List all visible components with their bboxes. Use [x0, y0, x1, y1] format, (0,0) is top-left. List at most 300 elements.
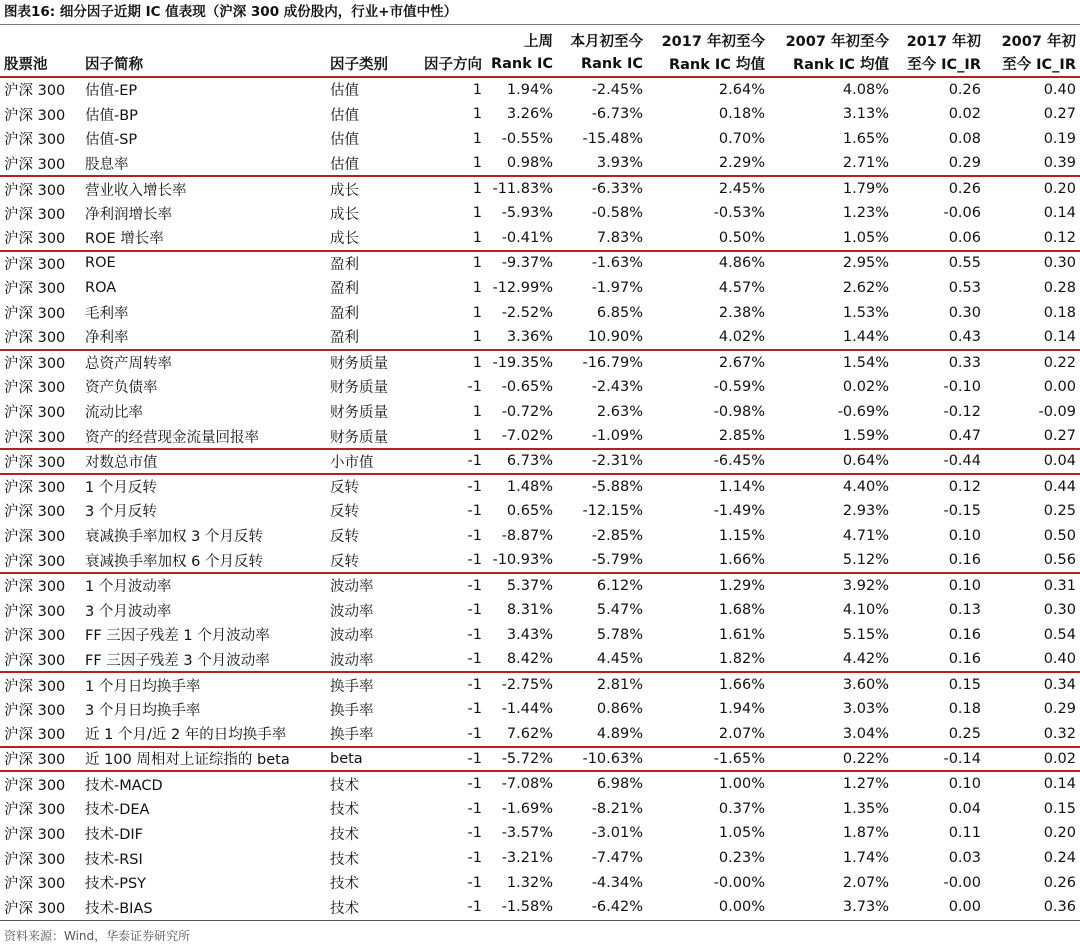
cell-week-rank-ic: -3.21%	[501, 850, 553, 867]
cell-2017-rank-ic-mean: -1.49%	[713, 502, 765, 519]
cell-factor-name: 技术-DIF	[85, 826, 144, 843]
cell-2017-ic-ir: -0.12	[943, 403, 981, 420]
cell-factor-direction: 1	[472, 403, 482, 420]
cell-2007-ic-ir: 0.28	[1043, 279, 1076, 296]
cell-week-rank-ic: -7.08%	[486, 771, 557, 796]
cell-factor-category: 成长	[330, 206, 359, 223]
cell-pool: 沪深 300	[4, 107, 66, 124]
cell-pool: 沪深 300	[0, 251, 81, 276]
cell-factor-direction: 1	[472, 106, 482, 123]
cell-factor-direction: -1	[467, 651, 482, 668]
cell-2007-ic-ir: -0.09	[1038, 403, 1076, 420]
cell-week-rank-ic: -2.75%	[486, 672, 557, 697]
cell-factor-category: 技术	[326, 895, 411, 920]
header-pool: 股票池	[0, 51, 81, 77]
cell-2007-rank-ic-mean: 3.03%	[842, 701, 889, 718]
cell-2017-ic-ir: 0.43	[948, 328, 981, 345]
cell-factor-name: FF 三因子残差 3 个月波动率	[85, 652, 270, 669]
cell-factor-category: 盈利	[330, 330, 359, 347]
cell-factor-name: 估值-SP	[85, 132, 138, 149]
cell-2017-ic-ir: 0.55	[893, 251, 985, 276]
cell-2007-rank-ic-mean: 1.54%	[769, 350, 893, 375]
cell-2017-rank-ic-mean: -0.98%	[713, 403, 765, 420]
cell-2007-ic-ir: 0.54	[1043, 626, 1076, 643]
cell-factor-direction: -1	[411, 449, 486, 474]
cell-2017-rank-ic-mean: 1.82%	[718, 651, 765, 668]
table-row	[0, 201, 1080, 226]
cell-factor-direction: -1	[467, 378, 482, 395]
cell-factor-name: 3 个月波动率	[85, 603, 172, 620]
cell-mtd-rank-ic: -3.01%	[591, 825, 643, 842]
cell-factor-name: 1 个月波动率	[81, 573, 326, 598]
cell-2007-rank-ic-mean: 1.74%	[842, 850, 889, 867]
cell-factor-name: 技术-BIAS	[81, 895, 326, 920]
cell-mtd-rank-ic: -6.33%	[557, 176, 647, 201]
cell-factor-name: 技术-MACD	[81, 771, 326, 796]
cell-2017-ic-ir: 0.02	[948, 106, 981, 123]
cell-mtd-rank-ic: 5.78%	[596, 626, 643, 643]
cell-mtd-rank-ic: 4.45%	[596, 651, 643, 668]
cell-week-rank-ic: 6.73%	[486, 449, 557, 474]
cell-factor-name: 1 个月反转	[81, 474, 326, 499]
cell-2007-ic-ir: 0.19	[1043, 130, 1076, 147]
cell-2017-rank-ic-mean: 0.18%	[718, 106, 765, 123]
cell-mtd-rank-ic: 6.98%	[557, 771, 647, 796]
cell-factor-name: ROE	[81, 251, 326, 276]
cell-factor-category: 成长	[330, 231, 359, 248]
header-top-cell: 上周	[524, 34, 553, 50]
cell-2017-ic-ir: 0.29	[948, 155, 981, 172]
cell-2007-rank-ic-mean: 1.79%	[769, 176, 893, 201]
table-row	[0, 424, 1080, 449]
cell-2017-ic-ir: 0.30	[948, 304, 981, 321]
table-row	[0, 102, 1080, 127]
cell-2017-ic-ir: 0.26	[893, 176, 985, 201]
cell-2007-ic-ir: 0.00	[1043, 378, 1076, 395]
figure-title: 图表16: 细分因子近期 IC 值表现（沪深 300 成份股内，行业+市值中性）	[0, 0, 1080, 25]
cell-factor-name: 估值-BP	[85, 107, 138, 124]
cell-week-rank-ic: -1.58%	[486, 895, 557, 920]
header-2017-ic-ir: 至今 IC_IR	[893, 51, 985, 77]
cell-2007-rank-ic-mean: 1.53%	[842, 304, 889, 321]
header-2007-rank-ic-mean: Rank IC 均值	[769, 51, 893, 77]
cell-factor-direction: -1	[411, 573, 486, 598]
table-row	[0, 548, 1080, 573]
header-top-cell	[326, 25, 411, 51]
cell-mtd-rank-ic: -2.43%	[591, 378, 643, 395]
cell-2017-rank-ic-mean: 1.66%	[718, 552, 765, 569]
cell-week-rank-ic: 8.31%	[506, 602, 553, 619]
cell-week-rank-ic: -12.99%	[492, 279, 553, 296]
cell-pool: 沪深 300	[0, 771, 81, 796]
header-top-cell: 2017 年初	[906, 34, 981, 50]
cell-week-rank-ic: -19.35%	[486, 350, 557, 375]
cell-factor-category: 波动率	[330, 652, 374, 669]
cell-factor-category: 盈利	[330, 281, 359, 298]
cell-2007-ic-ir: 0.27	[1043, 106, 1076, 123]
cell-factor-name: ROE 增长率	[85, 231, 164, 248]
cell-2017-rank-ic-mean: 2.67%	[647, 350, 769, 375]
cell-week-rank-ic: -1.44%	[501, 701, 553, 718]
cell-2017-rank-ic-mean: 1.61%	[718, 626, 765, 643]
cell-pool: 沪深 300	[4, 553, 66, 570]
cell-factor-name: 营业收入增长率	[81, 176, 326, 201]
cell-factor-category: 技术	[326, 771, 411, 796]
cell-2007-ic-ir: 0.25	[1043, 502, 1076, 519]
cell-factor-direction: -1	[467, 626, 482, 643]
cell-factor-name: 衰减换手率加权 6 个月反转	[85, 553, 263, 570]
cell-factor-category: 波动率	[330, 603, 374, 620]
cell-2007-ic-ir: 0.34	[985, 672, 1080, 697]
table-row	[0, 350, 1080, 375]
cell-2007-ic-ir: 0.30	[985, 251, 1080, 276]
cell-2017-rank-ic-mean: 0.23%	[718, 850, 765, 867]
cell-factor-name: 对数总市值	[81, 449, 326, 474]
cell-pool: 沪深 300	[4, 330, 66, 347]
header-top-cell: 2017 年初至今	[661, 34, 765, 50]
cell-factor-category: 反转	[330, 529, 359, 546]
cell-2007-ic-ir: 0.02	[985, 747, 1080, 772]
cell-2017-rank-ic-mean: -1.65%	[647, 747, 769, 772]
cell-pool: 沪深 300	[0, 449, 81, 474]
cell-mtd-rank-ic: 5.47%	[596, 602, 643, 619]
cell-2007-ic-ir: 0.30	[1043, 602, 1076, 619]
cell-factor-category: 换手率	[326, 672, 411, 697]
cell-pool: 沪深 300	[4, 727, 66, 744]
cell-week-rank-ic: 1.94%	[506, 81, 553, 98]
cell-2007-ic-ir: 0.14	[1043, 328, 1076, 345]
cell-2017-ic-ir: 0.16	[948, 651, 981, 668]
cell-pool: 沪深 300	[4, 156, 66, 173]
cell-factor-name: 3 个月日均换手率	[85, 702, 201, 719]
cell-2007-ic-ir: 0.27	[1043, 428, 1076, 445]
cell-pool: 沪深 300	[4, 405, 66, 422]
cell-mtd-rank-ic: 10.90%	[587, 328, 643, 345]
cell-mtd-rank-ic: -2.31%	[557, 449, 647, 474]
cell-2017-ic-ir: 0.11	[948, 825, 981, 842]
cell-2017-ic-ir: 0.47	[948, 428, 981, 445]
cell-2017-ic-ir: 0.13	[948, 602, 981, 619]
cell-factor-category: 财务质量	[330, 380, 388, 397]
cell-factor-category: 估值	[330, 107, 359, 124]
cell-factor-direction: -1	[467, 725, 482, 742]
cell-2017-rank-ic-mean: 1.15%	[718, 527, 765, 544]
cell-factor-name: 流动比率	[85, 405, 143, 422]
cell-2017-rank-ic-mean: -0.53%	[713, 205, 765, 222]
table-row	[0, 499, 1080, 524]
cell-2017-rank-ic-mean: 1.29%	[647, 573, 769, 598]
cell-factor-category: 反转	[326, 474, 411, 499]
cell-mtd-rank-ic: 7.83%	[596, 229, 643, 246]
cell-pool: 沪深 300	[4, 529, 66, 546]
table-row	[0, 747, 1080, 772]
cell-factor-category: 技术	[330, 826, 359, 843]
table-row	[0, 623, 1080, 648]
cell-2007-ic-ir: 0.22	[985, 350, 1080, 375]
cell-factor-name: 3 个月反转	[85, 504, 157, 521]
cell-factor-direction: -1	[467, 825, 482, 842]
cell-2007-rank-ic-mean: 1.23%	[842, 205, 889, 222]
cell-2017-ic-ir: 0.08	[948, 130, 981, 147]
table-row	[0, 647, 1080, 672]
cell-2017-ic-ir: 0.25	[948, 725, 981, 742]
header-factor-category: 因子类别	[326, 51, 411, 77]
cell-week-rank-ic: 1.32%	[506, 874, 553, 891]
cell-pool: 沪深 300	[0, 350, 81, 375]
cell-2017-rank-ic-mean: 0.70%	[718, 130, 765, 147]
cell-factor-name: 近 1 个月/近 2 年的日均换手率	[85, 727, 287, 744]
cell-2007-ic-ir: 0.18	[1043, 304, 1076, 321]
cell-2007-ic-ir: 0.32	[1043, 725, 1076, 742]
cell-2007-rank-ic-mean: 3.92%	[769, 573, 893, 598]
cell-pool: 沪深 300	[4, 702, 66, 719]
cell-2017-ic-ir: 0.04	[948, 800, 981, 817]
cell-mtd-rank-ic: -5.88%	[557, 474, 647, 499]
cell-factor-category: 财务质量	[330, 429, 388, 446]
header-2017-rank-ic-mean: Rank IC 均值	[647, 51, 769, 77]
cell-mtd-rank-ic: 3.93%	[596, 155, 643, 172]
table-row	[0, 697, 1080, 722]
cell-factor-category: 财务质量	[330, 405, 388, 422]
cell-2007-rank-ic-mean: 0.02%	[842, 378, 889, 395]
cell-week-rank-ic: -5.93%	[501, 205, 553, 222]
cell-factor-direction: -1	[411, 672, 486, 697]
cell-2007-ic-ir: 0.40	[1043, 81, 1076, 98]
cell-2007-rank-ic-mean: 2.71%	[842, 155, 889, 172]
cell-2017-rank-ic-mean: -6.45%	[647, 449, 769, 474]
cell-factor-name: 近 100 周相对上证综指的 beta	[81, 747, 326, 772]
cell-2017-ic-ir: 0.18	[948, 701, 981, 718]
cell-mtd-rank-ic: -10.63%	[557, 747, 647, 772]
cell-mtd-rank-ic: 6.12%	[557, 573, 647, 598]
cell-2007-rank-ic-mean: 4.40%	[769, 474, 893, 499]
cell-2017-rank-ic-mean: 2.38%	[718, 304, 765, 321]
cell-pool: 沪深 300	[4, 306, 66, 323]
cell-2007-rank-ic-mean: 1.44%	[842, 328, 889, 345]
source-note: 资料来源：Wind，华泰证券研究所	[4, 928, 191, 943]
cell-factor-category: 估值	[330, 156, 359, 173]
table-row	[0, 771, 1080, 796]
cell-factor-name: FF 三因子残差 1 个月波动率	[85, 628, 270, 645]
ic-table	[0, 25, 1080, 921]
cell-factor-name: 1 个月日均换手率	[81, 672, 326, 697]
cell-2007-rank-ic-mean: 4.71%	[842, 527, 889, 544]
cell-factor-category: 成长	[326, 176, 411, 201]
cell-mtd-rank-ic: -5.79%	[591, 552, 643, 569]
cell-factor-direction: -1	[467, 602, 482, 619]
cell-pool: 沪深 300	[0, 474, 81, 499]
table-row	[0, 127, 1080, 152]
cell-factor-direction: 1	[472, 279, 482, 296]
cell-week-rank-ic: -3.57%	[501, 825, 553, 842]
cell-pool: 沪深 300	[0, 573, 81, 598]
cell-factor-category: 反转	[330, 504, 359, 521]
table-row	[0, 722, 1080, 747]
cell-2007-ic-ir: 0.14	[985, 771, 1080, 796]
cell-week-rank-ic: -8.87%	[501, 527, 553, 544]
cell-week-rank-ic: -7.02%	[501, 428, 553, 445]
cell-factor-direction: 1	[472, 328, 482, 345]
cell-2007-rank-ic-mean: 0.22%	[769, 747, 893, 772]
header-row-top	[0, 25, 1080, 51]
cell-2007-ic-ir: 0.26	[1043, 874, 1076, 891]
cell-factor-name: 总资产周转率	[81, 350, 326, 375]
cell-factor-direction: 1	[472, 428, 482, 445]
cell-2007-ic-ir: 0.56	[1043, 552, 1076, 569]
table-row	[0, 251, 1080, 276]
cell-2017-rank-ic-mean: 1.94%	[718, 701, 765, 718]
cell-2007-ic-ir: 0.40	[1043, 651, 1076, 668]
cell-mtd-rank-ic: 2.81%	[557, 672, 647, 697]
cell-factor-category: 反转	[330, 553, 359, 570]
cell-factor-category: 技术	[330, 876, 359, 893]
table-row	[0, 176, 1080, 201]
header-top-cell: 2007 年初至今	[785, 34, 889, 50]
cell-week-rank-ic: -0.55%	[501, 130, 553, 147]
cell-week-rank-ic: -0.65%	[501, 378, 553, 395]
cell-mtd-rank-ic: -0.58%	[591, 205, 643, 222]
cell-factor-direction: 1	[472, 81, 482, 98]
cell-2007-ic-ir: 0.29	[1043, 701, 1076, 718]
cell-factor-category: 财务质量	[326, 350, 411, 375]
table-row	[0, 523, 1080, 548]
cell-2007-rank-ic-mean: 1.35%	[842, 800, 889, 817]
cell-2007-rank-ic-mean: 3.73%	[769, 895, 893, 920]
cell-week-rank-ic: 3.36%	[506, 328, 553, 345]
cell-factor-direction: 1	[411, 350, 486, 375]
cell-pool: 沪深 300	[0, 895, 81, 920]
cell-factor-name: 资产负债率	[85, 380, 158, 397]
cell-2017-rank-ic-mean: 1.68%	[718, 602, 765, 619]
cell-week-rank-ic: 3.26%	[506, 106, 553, 123]
cell-2017-ic-ir: 0.16	[948, 552, 981, 569]
cell-week-rank-ic: -9.37%	[486, 251, 557, 276]
header-mtd-rank-ic: Rank IC	[557, 51, 647, 77]
cell-mtd-rank-ic: 4.89%	[596, 725, 643, 742]
cell-factor-name: 技术-RSI	[85, 851, 143, 868]
cell-pool: 沪深 300	[4, 132, 66, 149]
cell-week-rank-ic: -11.83%	[486, 176, 557, 201]
cell-2017-ic-ir: 0.26	[948, 81, 981, 98]
cell-mtd-rank-ic: -15.48%	[582, 130, 643, 147]
cell-factor-direction: 1	[472, 229, 482, 246]
header-factor-direction: 因子方向	[411, 51, 486, 77]
cell-2017-ic-ir: 0.10	[893, 771, 985, 796]
cell-2007-ic-ir: 0.36	[985, 895, 1080, 920]
cell-2017-ic-ir: -0.14	[893, 747, 985, 772]
cell-week-rank-ic: -0.41%	[501, 229, 553, 246]
cell-2007-ic-ir: 0.31	[985, 573, 1080, 598]
cell-2007-ic-ir: 0.24	[1043, 850, 1076, 867]
cell-factor-direction: -1	[411, 895, 486, 920]
cell-2007-rank-ic-mean: 4.10%	[842, 602, 889, 619]
cell-week-rank-ic: -2.52%	[501, 304, 553, 321]
cell-factor-category: 盈利	[330, 306, 359, 323]
cell-pool: 沪深 300	[4, 281, 66, 298]
table-row	[0, 821, 1080, 846]
cell-factor-category: 技术	[330, 802, 359, 818]
cell-2007-ic-ir: 0.20	[1043, 825, 1076, 842]
cell-mtd-rank-ic: -6.42%	[557, 895, 647, 920]
cell-2007-ic-ir: 0.14	[1043, 205, 1076, 222]
table-row	[0, 846, 1080, 871]
cell-2017-ic-ir: 0.53	[948, 279, 981, 296]
header-top-cell	[411, 25, 486, 51]
cell-factor-name: 净利润增长率	[85, 206, 172, 223]
cell-mtd-rank-ic: -7.47%	[591, 850, 643, 867]
cell-week-rank-ic: -1.69%	[501, 800, 553, 817]
cell-factor-category: 盈利	[326, 251, 411, 276]
cell-2007-rank-ic-mean: 3.13%	[842, 106, 889, 123]
cell-2007-ic-ir: 0.44	[985, 474, 1080, 499]
cell-2007-ic-ir: 0.15	[1043, 800, 1076, 817]
cell-week-rank-ic: 7.62%	[506, 725, 553, 742]
cell-2007-rank-ic-mean: 1.05%	[842, 229, 889, 246]
table-row	[0, 77, 1080, 102]
cell-mtd-rank-ic: -4.34%	[591, 874, 643, 891]
cell-mtd-rank-ic: -1.97%	[591, 279, 643, 296]
cell-2017-ic-ir: 0.00	[893, 895, 985, 920]
cell-week-rank-ic: 5.37%	[486, 573, 557, 598]
cell-2017-rank-ic-mean: 2.45%	[647, 176, 769, 201]
cell-pool: 沪深 300	[0, 672, 81, 697]
cell-2017-rank-ic-mean: 0.37%	[718, 800, 765, 817]
table-row	[0, 871, 1080, 896]
cell-factor-direction: -1	[411, 771, 486, 796]
cell-factor-category: 波动率	[330, 628, 374, 645]
cell-week-rank-ic: 0.98%	[506, 155, 553, 172]
cell-2017-rank-ic-mean: 4.86%	[647, 251, 769, 276]
cell-2017-ic-ir: 0.33	[893, 350, 985, 375]
cell-factor-name: 毛利率	[85, 306, 129, 323]
cell-2017-ic-ir: 0.12	[893, 474, 985, 499]
cell-2007-rank-ic-mean: 1.65%	[842, 130, 889, 147]
cell-2007-rank-ic-mean: 1.59%	[842, 428, 889, 445]
cell-factor-category: 换手率	[330, 727, 374, 744]
table-row	[0, 399, 1080, 424]
cell-factor-direction: -1	[411, 747, 486, 772]
cell-mtd-rank-ic: 0.86%	[596, 701, 643, 718]
cell-factor-name: 资产的经营现金流量回报率	[85, 429, 259, 446]
cell-factor-name: 净利率	[85, 330, 129, 347]
cell-2017-ic-ir: 0.16	[948, 626, 981, 643]
cell-pool: 沪深 300	[4, 231, 66, 248]
cell-pool: 沪深 300	[4, 603, 66, 620]
cell-factor-name: 衰减换手率加权 3 个月反转	[85, 529, 263, 546]
cell-pool: 沪深 300	[0, 747, 81, 772]
cell-2007-ic-ir: 0.50	[1043, 527, 1076, 544]
cell-factor-direction: -1	[467, 701, 482, 718]
cell-factor-direction: -1	[467, 502, 482, 519]
cell-2017-rank-ic-mean: 0.00%	[647, 895, 769, 920]
cell-2007-ic-ir: 0.04	[985, 449, 1080, 474]
cell-2007-ic-ir: 0.20	[985, 176, 1080, 201]
cell-2017-rank-ic-mean: 2.29%	[718, 155, 765, 172]
cell-2017-rank-ic-mean: -0.59%	[713, 378, 765, 395]
cell-week-rank-ic: 8.42%	[506, 651, 553, 668]
table-row	[0, 325, 1080, 350]
header-top-cell	[81, 25, 326, 51]
header-factor-name: 因子简称	[81, 51, 326, 77]
table-row	[0, 672, 1080, 697]
cell-week-rank-ic: 0.65%	[506, 502, 553, 519]
cell-factor-direction: 1	[472, 304, 482, 321]
cell-2017-rank-ic-mean: 1.00%	[647, 771, 769, 796]
cell-2017-rank-ic-mean: 2.64%	[718, 81, 765, 98]
header-top-cell	[0, 25, 81, 51]
cell-pool: 沪深 300	[4, 83, 66, 100]
cell-mtd-rank-ic: 6.85%	[596, 304, 643, 321]
